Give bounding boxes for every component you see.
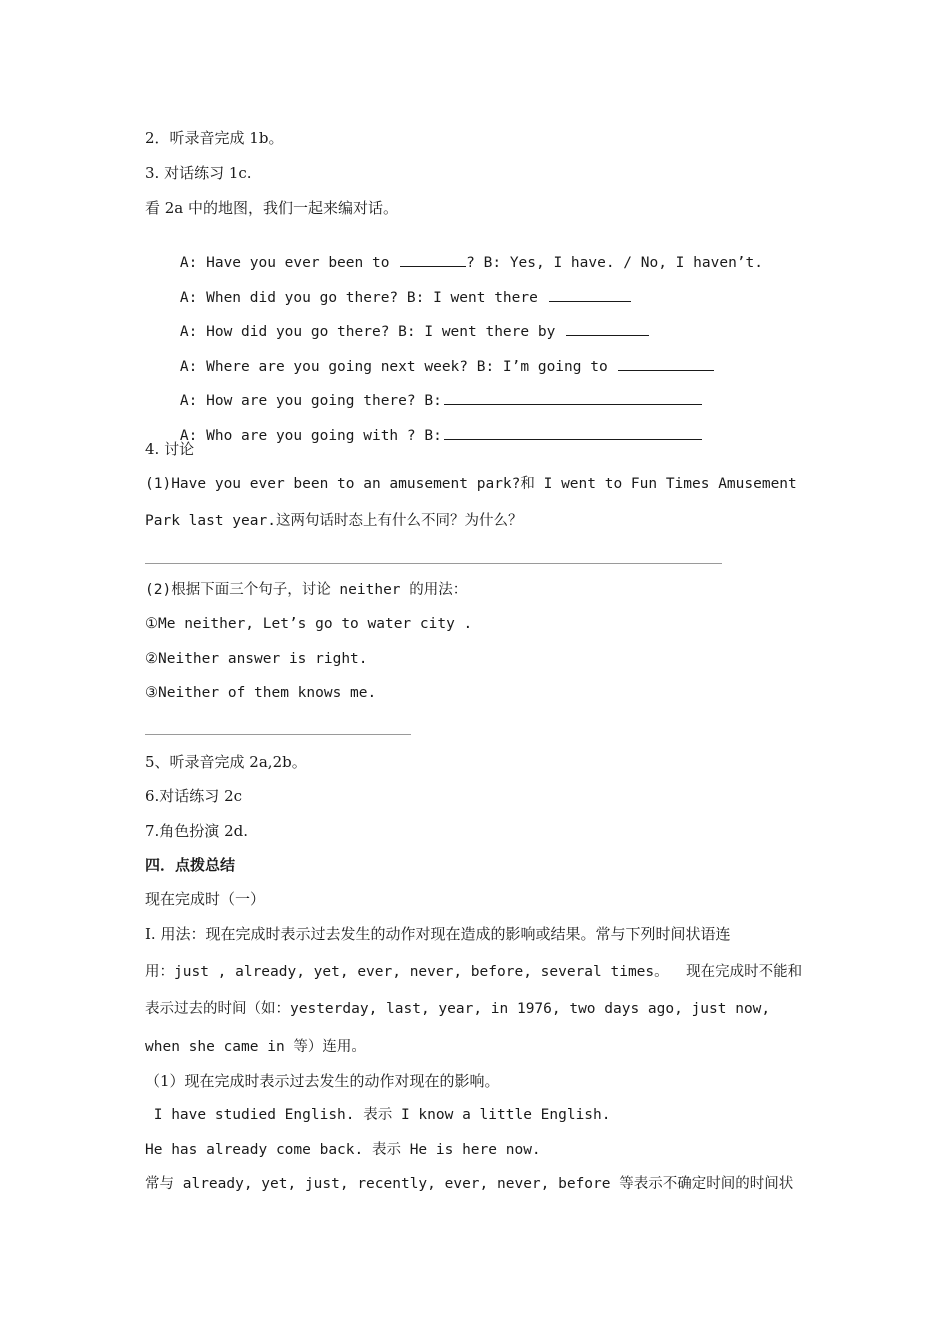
- neither-example-1: ①Me neither, Let’s go to water city .: [145, 616, 473, 632]
- usage-line-3: 表示过去的时间（如：yesterday, last, year, in 1976, two days ago, just now,: [145, 1001, 771, 1017]
- usage-line-2: 用：just , already, yet, ever, never, before, several times。 现在完成时不能和: [145, 964, 803, 980]
- fill-blank[interactable]: [444, 425, 702, 440]
- dialogue-line-2-text: A: When did you go there? B: I went there: [179, 290, 547, 306]
- step-6-line: 6.对话练习 2c: [145, 787, 243, 805]
- usage-point-1: （1）现在完成时表示过去发生的动作对现在的影响。: [145, 1072, 500, 1090]
- dialogue-line-1-text-a: A: Have you ever been to: [179, 255, 399, 271]
- fill-blank[interactable]: [400, 252, 466, 267]
- fill-blank[interactable]: [549, 287, 631, 302]
- fill-blank[interactable]: [618, 356, 714, 371]
- neither-example-3: ③Neither of them knows me.: [145, 685, 377, 701]
- step-5-line: 5、听录音完成 2a,2b。: [145, 753, 307, 771]
- step-3-line: 3. 对话练习 1c.: [145, 164, 252, 182]
- discussion-q1-line-2: Park last year.这两句话时态上有什么不同？为什么？: [145, 513, 523, 529]
- step-2-line: 2．听录音完成 1b。: [145, 129, 284, 147]
- usage-line-4: when she came in 等）连用。: [145, 1039, 366, 1055]
- fill-blank[interactable]: [444, 390, 702, 405]
- discussion-q1-line-1: (1)Have you ever been to an amusement park?和 I went to Fun Times Amusement: [145, 476, 797, 492]
- dialogue-line-1-text-b: ? B: Yes, I have. / No, I haven’t.: [466, 255, 763, 271]
- dialogue-line-6-text: A: Who are you going with ? B:: [179, 428, 442, 444]
- discussion-q2-line: (2)根据下面三个句子，讨论 neither 的用法：: [145, 582, 468, 598]
- section-heading: 四．点拨总结: [145, 856, 236, 874]
- dialogue-line-4-text: A: Where are you going next week? B: I’m going to: [179, 359, 617, 375]
- example-line-1: I have studied English. 表示 I know a little English.: [145, 1107, 611, 1123]
- dialogue-line-5-text: A: How are you going there? B:: [179, 393, 442, 409]
- answer-line[interactable]: [145, 734, 411, 735]
- dialogue-line-3-text: A: How did you go there? B: I went there by: [179, 324, 565, 340]
- discussion-heading: 4. 讨论: [145, 440, 195, 458]
- map-instruction-line: 看 2a 中的地图，我们一起来编对话。: [145, 199, 399, 217]
- example-line-2: He has already come back. 表示 He is here now.: [145, 1142, 541, 1158]
- fill-blank[interactable]: [566, 321, 649, 336]
- usage-line-1: I. 用法：现在完成时表示过去发生的动作对现在造成的影响或结果。常与下列时间状语连: [145, 925, 731, 943]
- answer-line[interactable]: [145, 563, 722, 564]
- topic-title: 现在完成时（一）: [145, 890, 266, 908]
- dialogue-line-6: [145, 405, 702, 466]
- usage-note-line: 常与 already, yet, just, recently, ever, never, before 等表示不确定时间的时间状: [145, 1176, 794, 1192]
- neither-example-2: ②Neither answer is right.: [145, 651, 368, 667]
- step-7-line: 7.角色扮演 2d.: [145, 822, 248, 840]
